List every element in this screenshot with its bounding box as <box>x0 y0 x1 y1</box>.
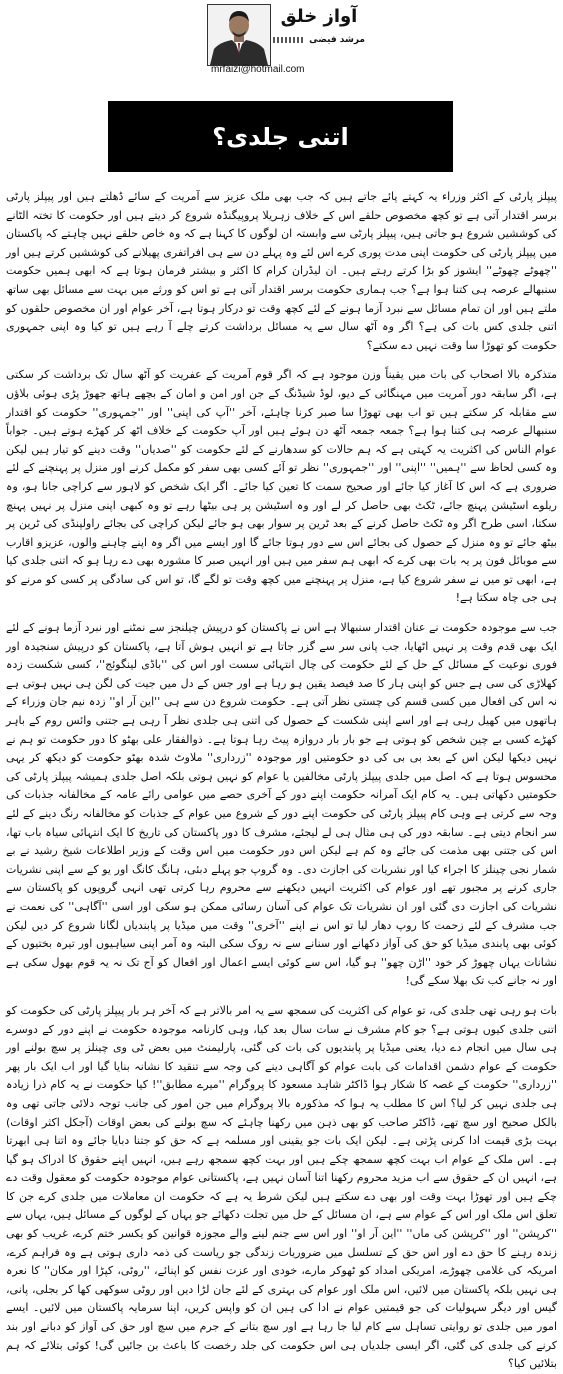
byline-row <box>273 34 365 46</box>
article-paragraph: متذکرہ بالا اصحاب کی بات میں یقیناً وزن موجود ہے کہ اگر قوم آمریت کے عفریت کو آٹھ سال تک برداشت کر سکتی ہے، اگر سابقہ دور آمریت میں مہنگائی کے دیو، لوڈ شیڈنگ کے جن اور امن و امان کے بچھے ہاتھ جھوڑ پڑی ہوئی بلاؤں سے مقابلہ کر سکتے ہیں تو اب بھی تھوڑا سا صبر کرنا چاہئے، آخر ''آپ کی اپنی'' اور ''جمہوری'' حکومت کو اقتدار سنبھالے عرصہ ہی کتنا ہوا ہے؟ جمعہ جمعہ آٹھ دن ہوئے ہیں اور آپ حکومت کے خلاف اٹھ کر کھڑے ہوتے ہیں۔ جواباً عوام الناس کی اکثریت یہ کہتی ہے کہ ہم حالات کو سدھارنے کے لئے حکومت کو ''صدیاں'' وقت دینے کو تیار ہیں لیکن وہ کسی لحاظ سے ''ہمیں'' ''اپنی'' اور ''جمہوری'' نظر تو آئے کسی بھی سفر کو مکمل کرنے اور منزل پر پہنچنے کے لئے ضروری ہے کہ اس کا آغاز کیا جائے اور صحیح سمت کا تعین کیا جائے۔ اگر ایک شخص کو لاہور سے کراچی جانا ہو، وہ ریلوے اسٹیشن پہنچ جائے، ٹکٹ بھی حاصل کر لے اور وہ اسٹیشن پر ہی بیٹھا رہے تو وہ کبھی اپنی منزل پر نہیں پہنچ سکتا، اسی طرح اگر وہ ٹکٹ حاصل کرنے کے بعد ٹرین پر سوار بھی ہو جائے لیکن کراچی کی بجائے راولپنڈی کی ٹرین پر بیٹھ جائے تو وہ منزل کے حصول کی بجائے اس سے دور ہوتا جائے گا اور ایسے میں اگر وہ اپنے چاہنے والوں، عزیزو اقارب سے موبائل فون پر یہ بات بھی کرے کہ ابھی ہم سفر میں ہیں اور انہیں صبر کا مشورہ بھی دے رہا ہو کہ اتنی جلدی کیا ہے، ابھی تو میں نے سفر شروع کیا ہے، منزل پر پہنچنے میں کچھ وقت تو لگے گا، تو اس کی سادگی پر کسی کو مرنے کو ہی جی چاہ سکتا ہے! <box>6 368 557 605</box>
article-paragraph: پیپلز پارٹی کے اکثر وزراء یہ کہتے پائے جاتے ہیں کہ جب بھی ملک عزیز سے آمریت کے سائے ڈھلتے ہیں اور پیپلز پارٹی برسر اقتدار آتی ہے تو کچھ مخصوص حلقے اس کے خلاف زہریلا پروپیگنڈہ شروع کر دیتے ہیں اور حکومت کا تختہ الٹانے کی کوششیں شروع ہو جاتی ہیں، پیپلز پارٹی سے وابستہ ان لوگوں کا کہنا ہے کہ وہ خاص حلقے نہیں چاہتے کہ پاکستان میں پیپلز پارٹی کی حکومت اپنی مدت پوری کرے اس لئے وہ پہلے دن سے ہی افراتفری پھیلانے کی کوششیں کرتے ہیں اور ''چھوٹے چھوٹے'' ایشوز کو بڑا کرتے رہتے ہیں۔ ان لیڈران کرام کا اکثر و بیشتر فرمان ہوتا ہے کہ ابھی ہمیں حکومت سنبھالے عرصہ ہی کتنا ہوا ہے؟ جب ہماری حکومت برسر اقتدار آتی ہے تو اس کو ورثے میں بہت سے مسائل بھی ساتھ ملتے ہیں اور ان تمام مسائل سے نبرد آزما ہونے کے لئے کچھ وقت تو درکار ہوتا ہے، آخر عوام اور ان مخصوص حلقوں کو اتنی جلدی کس بات کی ہے؟ اگر وہ آٹھ سال سے یہ مسائل برداشت کرتے چلے آ رہے ہیں تو کیا وہ اپنی جمہوری حکومت کو تھوڑا سا وقت نہیں دے سکتے؟ <box>6 190 557 352</box>
byline-rule <box>273 37 305 43</box>
column-brand <box>273 6 365 46</box>
author-name: مرشد فیضی <box>309 35 365 45</box>
headline: اتنی جلدی؟ <box>212 122 349 151</box>
column-masthead <box>207 4 365 76</box>
headline-box <box>108 101 453 172</box>
column-title: آواز خلق <box>280 6 358 27</box>
article-body <box>6 188 557 1371</box>
article-paragraph: جب سے موجودہ حکومت نے عنان اقتدار سنبھالا ہے اس نے پاکستان کو درپیش چیلنجز سے نمٹنے اور نبرد آزما ہونے کے لئے ایک بھی قدم وقت پر نہیں اٹھایا، جب پانی سر سے گزر جاتا ہے تو انہیں ہوش آتا ہے، پاکستان کو درپیش سنجیدہ اور فوری نوعیت کے مسائل کے حل کے لئے حکومت کی چال انتہائی سست اور اس کی ''باڈی لینگوئج''، کسی شکست زدہ کھلاڑی کی سی ہے جس کو اپنی ہار کا صد فیصد یقین ہو رہا ہے اور جس کے دل میں جیت کی لگن ہی نہیں ہوتی ہے نہ اس کی افعال میں کسی قسم کی چستی نظر آتی ہے۔ حکومت شروع دن سے ہی ''این آر او'' زدہ نیم جان وزراء کے ہاتھوں میں کھیل رہی ہے اور اسے اپنی شکست کے حصول کی اتنی ہی جلدی نظر آ رہی ہے جتنی وائس روم کے باہر کھڑے کسی بے چین شخص کو ہوتی ہے جو بار بار دروازہ پیٹ رہا ہوتا ہے۔ ذوالفقار علی بھٹو کا دور حکومت تو ہم نے نہیں دیکھا لیکن اس کے بعد بی بی کی دو حکومتیں اور موجودہ ''زرداری'' ملاوٹ شدہ بھٹو حکومت کو دیکھ کر یہی محسوس ہوتا ہے کہ اصل میں جلدی پیپلز پارٹی مخالفین یا عوام کو نہیں ہوتی بلکہ اصل جلدی ہمیشہ پیپلز پارٹی کی حکومتیں دکھاتی ہیں۔ یہ کام ایک آمرانہ حکومت اپنے دور کے آخری حصے میں عوامی رائے عامہ کے مخالفانہ جذبات کی وجہ سے کرتی ہے وہی کام پیپلز پارٹی کی حکومت اپنے دور کے شروع میں عوام کے جذبات کو مخالفانہ رنگ دینے کے لئے سر انجام دیتی ہے۔ سابقہ دور کی ہی مثال ہی لے لیجئے، مشرف کا دور پاکستان کی تاریخ کا ایک انتہائی سیاہ باب تھا، اس کی جتنی بھی مذمت کی جائے وہ کم ہے لیکن اس دور حکومت میں اس وقت کے وزیر اطلاعات شیخ رشید نے بے شمار نجی چینلز کا اجراء کیا اور نشریات کی اجازت دی۔ وہ گروپ جو پہلے دبئی، ہانگ کانگ اور یو کے سے اپنی نشریات جاری کرنے پر مجبور تھے اور عوام کی اکثریت انہیں دیکھنے سے محروم رہا کرتی تھی انہی گروپوں کو پاکستان سے نشریات کی اجازت دی گئی اور ان نشریات تک عوام کی آسان رسائی ممکن ہو سکی اور اسی ''آگاہی'' کی نعمت نے جب مشرف کے لئے زحمت کا روپ دھار لیا تو اس نے اپنے ''آخری'' وقت میں میڈیا پر پابندیاں لگانا شروع کر دیں لیکن کوئی بھی پابندی میڈیا کو حق کی آواز دکھانے اور سنانے سے نہ روک سکی البتہ وہ آمر اپنی سیاہیوں اور تیرہ بختیوں کے نشانات یہاں چھوڑ کر خود ''اڑن چھو'' ہو گیا، اس سے کوئی ایسے اعمال اور افعال کو آج تک نہ یہ قوم بھول سکی ہے اور نہ جانے کب تک بھلا سکے گی! <box>6 621 557 988</box>
author-portrait-icon <box>207 4 271 66</box>
author-email: mrfaizi@hotmail.com <box>211 64 305 75</box>
article-paragraph: بات ہو رہی تھی جلدی کی، تو عوام کی اکثریت کی سمجھ سے یہ امر بالاتر ہے کہ آخر ہر بار پیپلز پارٹی کی حکومت کو اتنی جلدی کیوں ہوتی ہے؟ جو کام مشرف نے سات سال بعد کیا، وہی کارنامہ موجودہ حکومت نے اپنے دور کے دوسرے ہی سال میں انجام دے دیا، یعنی میڈیا پر پابندیوں کی بات کی گئی، پارلیمنٹ میں بعض ٹی وی چینلز پر سچ بولنے اور حکومت کے عوام دشمن اقدامات کی بابت عوام کو آگاہی دینے کی وجہ سے تنقید کا نشانہ بنایا گیا اور اب ایک بار پھر ''زرداری'' حکومت کے غصہ کا شکار ہوا ڈاکٹر شاہد مسعود کا پروگرام ''میرے مطابق''! کیا حکومت نے یہ کام ذرا زیادہ ہی جلدی نہیں کر لیا؟ اس کا مطلب یہ ہوا کہ مذکورہ بالا پروگرام میں جن امور کی جانب توجہ دلائی جاتی تھی وہ بالکل صحیح اور سچ تھے، ڈاکٹر صاحب کو بھی ذہن میں رکھنا چاہئے کہ سچ بولنے کی بعض اوقات (آجکل اکثر اوقات) بہت بڑی قیمت ادا کرنی پڑتی ہے۔ لیکن ایک بات جو یقینی اور مسلمہ ہے کہ حق کو جتنا دبایا جائے وہ اتنا ہی ابھرتا ہے۔ اس ملک کے عوام اب بہت کچھ سمجھ چکے ہیں اور بہت کچھ سمجھ رہے ہیں، انہیں اپنے حقوق کا ادراک ہو گیا ہے، انہیں ان کے حقوق سے اب مزید محروم رکھنا اتنا آسان نہیں ہے، پاکستانی عوام موجودہ حکومت کو معقول وقت دے چکے ہیں اور تھوڑا بہت وقت اور بھی دے سکتے ہیں لیکن شرط یہ ہے کہ حکومت ان معاملات میں جلدی کرے جن کا تعلق اس ملک اور اس کے عوام سے ہے، ان مسائل کے حل میں تجلت دکھائے جو یہاں کے لوگوں کے مسائل ہیں، یہاں سے ''کرپشن'' اور ''کرپشن کی ماں'' ''این آر او'' اور اس سے جنم لینے والے مجوزہ قوانین کو یکسر ختم کرے، غریب کو بھی زندہ رہنے کا حق دے اور اس حق کے تسلسل میں ضروریات زندگی جو ریاست کی ذمہ داری ہوتی ہے وہ فراہم کرے، امریکہ کی غلامی چھوڑے، امریکی امداد کو ٹھوکر مارے، خودی اور عزت نفس کو اپنائے، ''روٹی، کپڑا اور مکان'' کا نعرہ ہی نہیں بلکہ پاکستان میں لائیں، اس ملک اور عوام کی بہتری کے لئے جان لڑا دیں اور روٹی سوکھی کھا کر بجلی، پانی، گیس اور دیگر سہولیات کی جو قیمتیں عوام نے ادا کی ہیں ان کو واپس کریں، اپنا سرمایہ پاکستان میں لائیں۔ ایسے امور میں جلدی تو روایتی تساہل سے کام لیا جا رہا ہے اور سچ بتانے کے جرم میں سچ اور حق کی آواز کو دبانے اور بند کرنے کی جلدی کی گئی، اگر ایسی جلدیاں ہی اس حکومت کی جلد رخصت کا باعث بن جائیں گی! کوئی بتلائے کہ ہم بتلائیں کیا؟ <box>6 1003 557 1371</box>
